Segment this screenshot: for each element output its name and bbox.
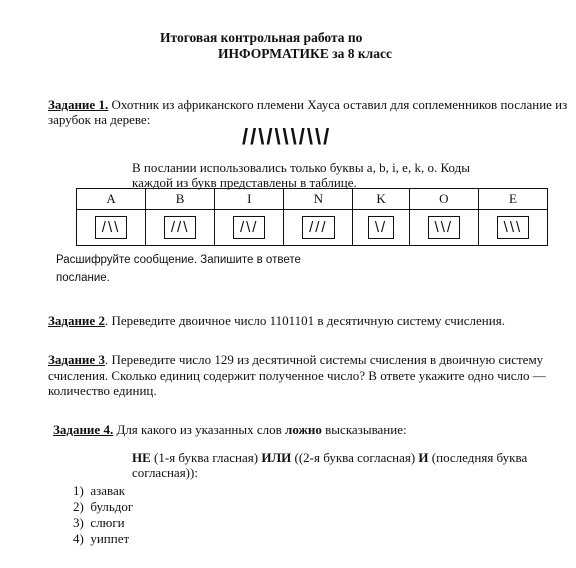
task3-text-line2: счисления. Сколько единиц содержит полученное число? В ответе укажите одно число — <box>48 368 546 383</box>
option-text: уиппет <box>90 531 130 546</box>
letter-cell: K <box>353 189 409 210</box>
code-cell <box>409 210 478 246</box>
task4-text-b: высказывание: <box>321 422 407 437</box>
tally-message: //\/\\\/\\/ <box>242 124 332 149</box>
option-number: 4) <box>73 531 84 546</box>
cond-part2: ((2-я буква согласная) <box>291 450 419 465</box>
code-cell <box>478 210 547 246</box>
task2-label: Задание 2 <box>48 313 105 328</box>
doc-title-line1: Итоговая контрольная работа по <box>160 30 363 45</box>
task1-note-line1: В послании использовались только буквы a, b, i, e, k, o. Коды <box>132 160 470 175</box>
task2-text-line <box>48 313 505 329</box>
task3-text: . Переведите число 129 из десятичной системы счисления в двоичную систему <box>104 352 544 367</box>
task1-text-line2: зарубок на дереве: <box>48 112 151 127</box>
code-table-header-row <box>77 189 548 210</box>
code-value: \/ <box>368 216 394 239</box>
cond-i: И <box>418 450 429 465</box>
option-item <box>73 515 125 531</box>
task3-text-line3: количество единиц. <box>48 383 157 398</box>
task3-text-line1 <box>48 352 543 368</box>
option-number: 1) <box>73 483 84 498</box>
task1-answer-line1: Расшифруйте сообщение. Запишите в ответе <box>56 254 301 266</box>
task4-text-a: Для какого из указанных слов <box>113 422 286 437</box>
task4-label: Задание 4. <box>53 422 114 437</box>
task1-note-line2: каждой из букв представлены в таблице. <box>132 175 357 190</box>
code-value: \\\ <box>497 216 530 239</box>
option-item <box>73 499 133 515</box>
doc-title-line2: ИНФОРМАТИКЕ за 8 класс <box>218 46 392 61</box>
code-value: /\/ <box>233 216 266 239</box>
option-number: 3) <box>73 515 84 530</box>
letter-cell: O <box>409 189 478 210</box>
code-value: //\ <box>164 216 197 239</box>
cond-ne: НЕ <box>132 450 151 465</box>
code-cell <box>215 210 284 246</box>
code-cell <box>353 210 409 246</box>
task1-text-line1 <box>48 97 567 113</box>
code-cell <box>146 210 215 246</box>
cond-part3: (последняя буква <box>428 450 528 465</box>
task1-text: Охотник из африканского племени Хауса оставил для соплеменников послание из <box>108 97 568 112</box>
code-cell <box>77 210 146 246</box>
option-text: слюги <box>90 515 125 530</box>
letter-cell: A <box>77 189 146 210</box>
cond-ili: ИЛИ <box>261 450 292 465</box>
option-text: бульдог <box>90 499 134 514</box>
option-item <box>73 483 125 499</box>
code-table-codes-row <box>77 210 548 246</box>
task3-label: Задание 3 <box>48 352 105 367</box>
task2-text: . Переведите двоичное число 1101101 в десятичную систему счисления. <box>104 313 505 328</box>
option-item <box>73 531 129 547</box>
letter-cell: I <box>215 189 284 210</box>
task4-condition-line1 <box>132 450 527 466</box>
task4-text-bold: ложно <box>285 422 322 437</box>
letter-cell: N <box>284 189 353 210</box>
code-value: /// <box>302 216 335 239</box>
cond-part1: (1-я буква гласная) <box>150 450 262 465</box>
code-table <box>76 188 548 246</box>
task4-condition-line2: согласная)): <box>132 465 198 480</box>
letter-cell: E <box>478 189 547 210</box>
task1-label: Задание 1. <box>48 97 109 112</box>
option-number: 2) <box>73 499 84 514</box>
letter-cell: B <box>146 189 215 210</box>
code-value: \\/ <box>428 216 461 239</box>
code-value: /\\ <box>95 216 128 239</box>
task1-answer-line2: послание. <box>56 272 110 284</box>
task4-text-line <box>53 422 407 438</box>
code-cell <box>284 210 353 246</box>
option-text: азавак <box>90 483 126 498</box>
